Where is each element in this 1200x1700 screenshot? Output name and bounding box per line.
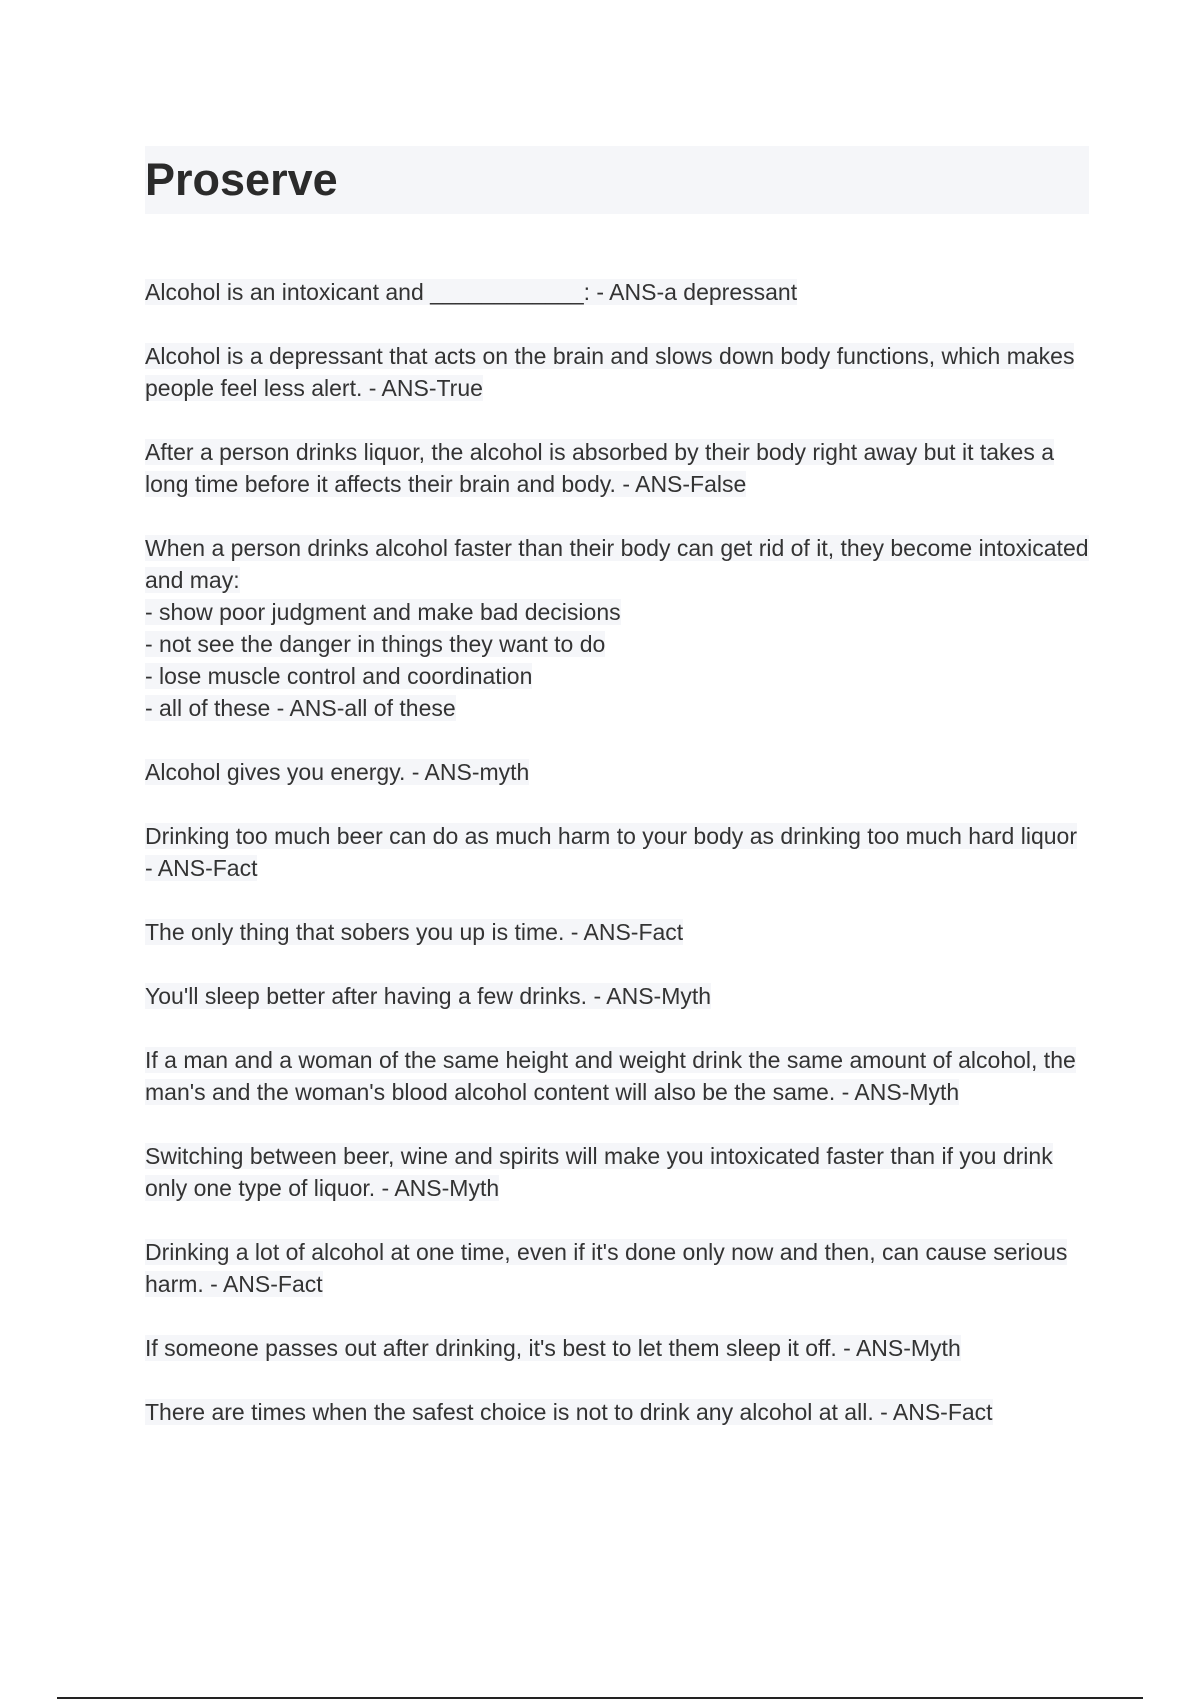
qa-item-11 [145,1236,1090,1300]
qa-item-4 [145,532,1090,724]
qa-item-9 [145,1044,1090,1108]
title-bar [145,146,1089,214]
qa-item-text: Switching between beer, wine and spirits will make you intoxicated faster than if you drink only one type of liquor. - ANS-Myth [145,1143,1053,1201]
qa-item-5 [145,756,1090,788]
qa-item-text: Drinking too much beer can do as much harm to your body as drinking too much hard liquor - ANS-Fact [145,823,1077,881]
qa-item-8 [145,980,1090,1012]
footer-divider [57,1697,1143,1699]
qa-item-text: Alcohol gives you energy. - ANS-myth [145,759,530,785]
qa-item-6 [145,820,1090,884]
qa-item-text: Alcohol is a depressant that acts on the brain and slows down body functions, which makes people feel less alert. - ANS-True [145,343,1075,401]
qa-item-3 [145,436,1090,500]
qa-item-text: If someone passes out after drinking, it's best to let them sleep it off. - ANS-Myth [145,1335,961,1361]
qa-item-12 [145,1332,1090,1364]
qa-item-text: There are times when the safest choice is not to drink any alcohol at all. - ANS-Fact [145,1399,993,1425]
qa-item-text: Drinking a lot of alcohol at one time, even if it's done only now and then, can cause serious harm. - ANS-Fact [145,1239,1068,1297]
qa-item-1 [145,276,1090,308]
qa-item-text: Alcohol is an intoxicant and ____________: - ANS-a depressant [145,279,798,305]
qa-item-2 [145,340,1090,404]
qa-item-13 [145,1396,1090,1428]
qa-item-10 [145,1140,1090,1204]
qa-item-text: The only thing that sobers you up is time. - ANS-Fact [145,919,684,945]
page-title: Proserve [145,154,338,205]
qa-item-text: After a person drinks liquor, the alcohol is absorbed by their body right away but it takes a long time before it affects their brain and body. - ANS-False [145,439,1055,497]
qa-item-7 [145,916,1090,948]
qa-list [145,276,1090,1460]
qa-item-text: When a person drinks alcohol faster than their body can get rid of it, they become intoxicated and may: - show poor judgment and make bad decisions - not see the danger in things they want to do - lose muscle control and coordination - all of these - ANS-all of these [145,535,1089,721]
qa-item-text: You'll sleep better after having a few drinks. - ANS-Myth [145,983,712,1009]
qa-item-text: If a man and a woman of the same height and weight drink the same amount of alcohol, the man's and the woman's blood alcohol content will also be the same. - ANS-Myth [145,1047,1076,1105]
